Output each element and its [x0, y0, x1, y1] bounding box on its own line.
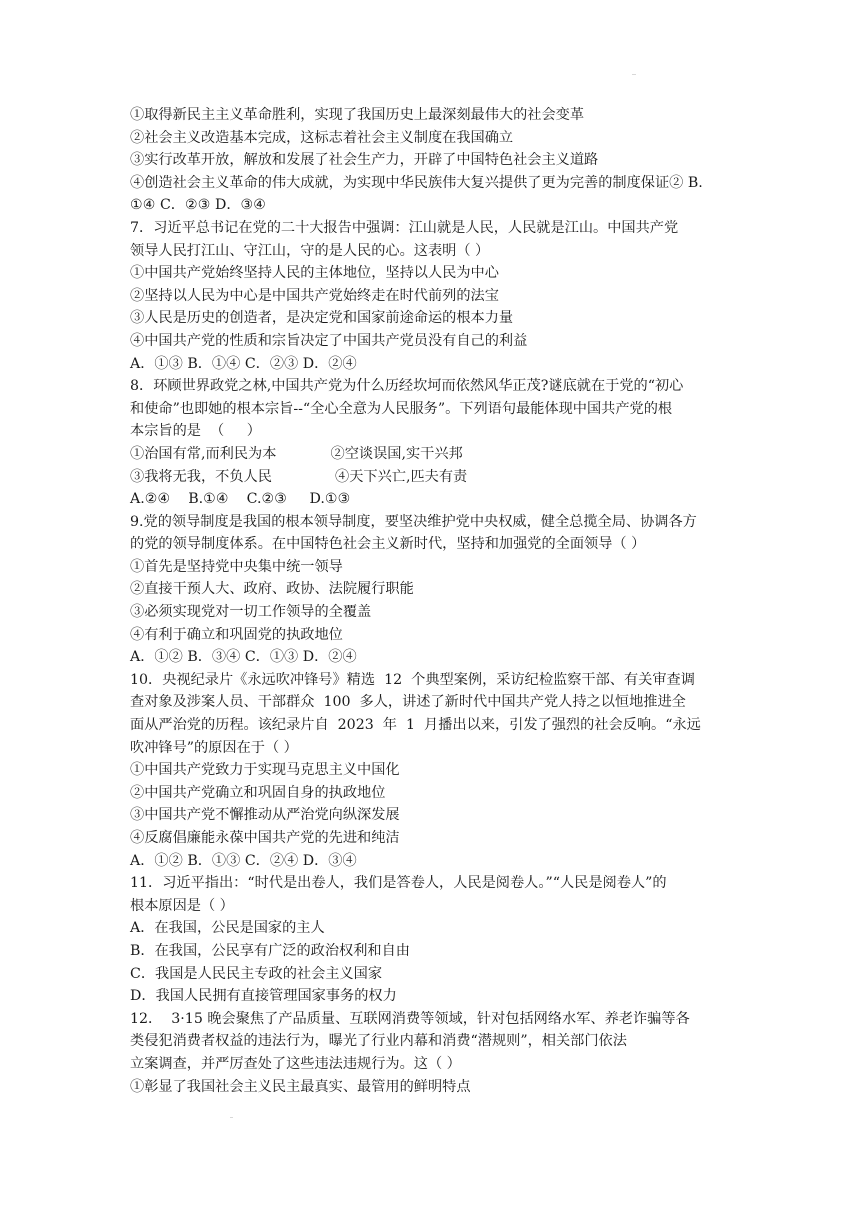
question-stem: 的党的领导制度体系。在中国特色社会主义新时代，坚持和加强党的全面领导（ ）	[130, 536, 646, 553]
corner-mark	[632, 74, 636, 75]
option-line: ①中国共产党致力于实现马克思主义中国化	[130, 762, 400, 779]
question-stem: 面从严治党的历程。该纪录片自 2023 年 1 月播出以来，引发了强烈的社会反响。“永远	[130, 717, 701, 734]
option-line: ③实行改革开放，解放和发展了社会生产力，开辟了中国特色社会主义道路	[130, 152, 599, 169]
question-11	[130, 872, 740, 1008]
answer-choices: ①④ C．②③ D．③④	[130, 197, 266, 214]
question-stem: 查对象及涉案人员、干部群众 100 多人，讲述了新时代中国共产党人持之以恒地推进全	[130, 694, 686, 711]
question-stem: 8．环顾世界政党之林,中国共产党为什么历经坎坷而依然风华正茂?谜底就在于党的“初心	[130, 378, 684, 395]
option-line: ③中国共产党不懈推动从严治党向纵深发展	[130, 807, 400, 824]
question-stem: 10．央视纪录片《永远吹冲锋号》精选 12 个典型案例，采访纪检监察干部、有关审查调	[130, 671, 695, 688]
question-stem: 12． 3·15 晚会聚焦了产品质量、互联网消费等领域，针对包括网络水军、养老诈骗等各	[130, 1010, 690, 1027]
question-stem: 类侵犯消费者权益的违法行为，曝光了行业内幕和消费“潜规则”，相关部门依法	[130, 1033, 627, 1050]
option-line: ②中国共产党确立和巩固自身的执政地位	[130, 784, 386, 801]
option-line: ①首先是坚持党中央集中统一领导	[130, 558, 343, 575]
question-stem: 根本原因是（ ）	[130, 897, 234, 914]
option-line: ④中国共产党的性质和宗旨决定了中国共产党员没有自己的利益	[130, 332, 528, 349]
question-12	[130, 1008, 740, 1098]
option-line: C．我国是人民民主专政的社会主义国家	[130, 965, 383, 982]
question-stem: 9.党的领导制度是我国的根本领导制度，要坚决维护党中央权威，健全总揽全局、协调各方	[130, 513, 697, 530]
document-page	[130, 104, 740, 1098]
question-stem: 和使命”也即她的根本宗旨--“全心全意为人民服务”。下列语句最能体现中国共产党的根	[130, 400, 673, 417]
option-line: ④创造社会主义革命的伟大成就，为实现中华民族伟大复兴提供了更为完善的制度保证② B.	[130, 174, 703, 191]
option-line: B．在我国，公民享有广泛的政治权利和自由	[130, 942, 410, 959]
question-stem: 吹冲锋号”的原因在于（ ）	[130, 739, 298, 756]
option-line: ③人民是历史的创造者，是决定党和国家前途命运的根本力量	[130, 310, 514, 327]
question-7	[130, 217, 740, 375]
option-line: ①中国共产党始终坚持人民的主体地位，坚持以人民为中心	[130, 265, 499, 282]
option-line: ④反腐倡廉能永葆中国共产党的先进和纯洁	[130, 830, 400, 846]
option-line: ②坚持以人民为中心是中国共产党始终走在时代前列的法宝	[130, 287, 499, 304]
question-stem: 11．习近平指出：“时代是出卷人，我们是答卷人，人民是阅卷人。”“人民是阅卷人”的	[130, 875, 667, 892]
bottom-mark	[230, 1117, 233, 1118]
question-stem: 本宗旨的是 （ ）	[130, 423, 261, 440]
intro-options-block	[130, 104, 740, 217]
option-line: ③我将无我，不负人民 ④天下兴亡,匹夫有责	[130, 468, 468, 485]
question-stem: 7．习近平总书记在党的二十大报告中强调：江山就是人民，人民就是江山。中国共产党	[130, 219, 679, 236]
answer-choices: A．①② B．③④ C．①③ D．②④	[130, 649, 357, 666]
option-line: ①彰显了我国社会主义民主最真实、最管用的鲜明特点	[130, 1078, 471, 1095]
question-stem: 领导人民打江山、守江山，守的是人民的心。这表明（ ）	[130, 242, 490, 259]
option-line: ②社会主义改造基本完成，这标志着社会主义制度在我国确立	[130, 129, 514, 146]
answer-choices: A．①② B．①③ C．②④ D．③④	[130, 852, 357, 869]
question-9	[130, 511, 740, 669]
option-line: ①治国有常,而利民为本 ②空谈误国,实干兴邦	[130, 445, 463, 462]
option-line: ①取得新民主主义革命胜利，实现了我国历史上最深刻最伟大的社会变革	[130, 107, 585, 123]
question-8	[130, 375, 740, 511]
option-line: ③必须实现党对一切工作领导的全覆盖	[130, 604, 372, 621]
answer-choices: A．①③ B．①④ C．②③ D．②④	[130, 355, 357, 372]
question-stem: 立案调查，并严厉查处了这些违法违规行为。这（ ）	[130, 1055, 461, 1072]
option-line: A．在我国，公民是国家的主人	[130, 920, 325, 937]
option-line: D．我国人民拥有直接管理国家事务的权力	[130, 988, 397, 1005]
answer-choices: A.②④ B.①④ C.②③ D.①③	[130, 491, 351, 508]
option-line: ②直接干预人大、政府、政协、法院履行职能	[130, 581, 414, 598]
question-10	[130, 669, 740, 872]
option-line: ④有利于确立和巩固党的执政地位	[130, 626, 343, 643]
